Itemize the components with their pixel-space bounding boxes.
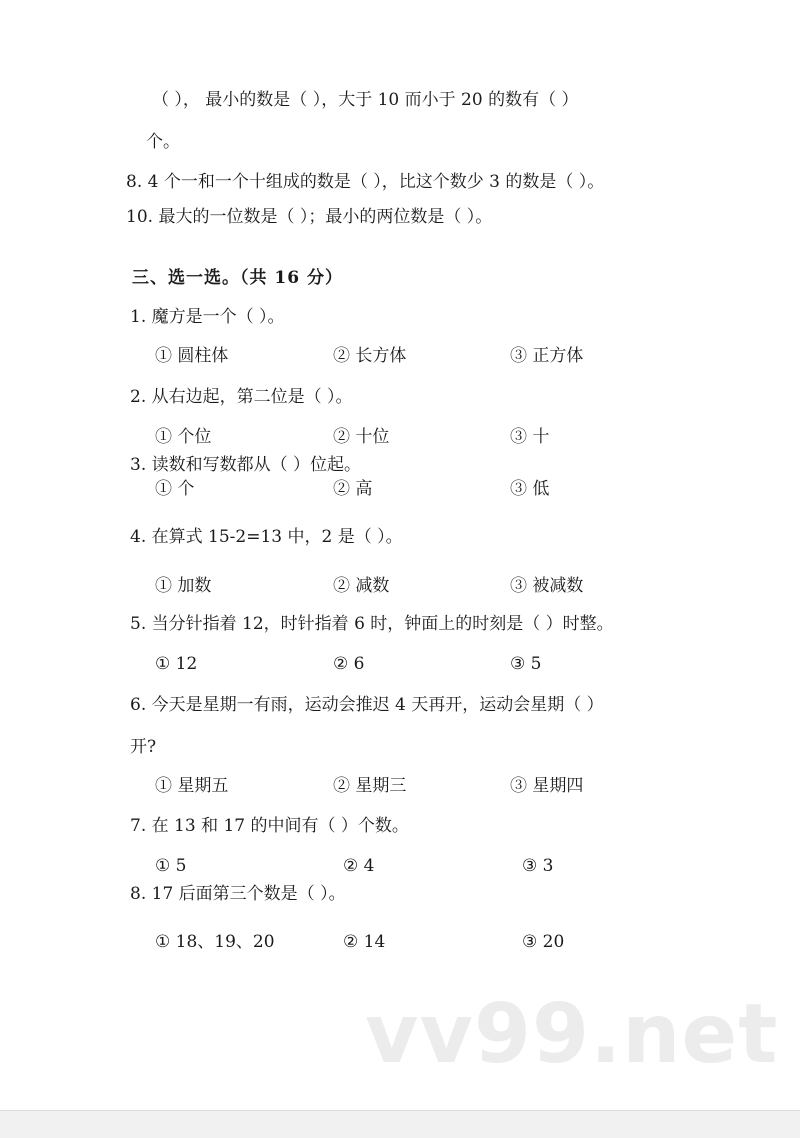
question-3: 3. 读数和写数都从（ ）位起。 [130, 455, 362, 475]
fill-question-10: 10. 最大的一位数是（ ）；最小的两位数是（ ）。 [126, 207, 493, 227]
question-3-option-3: ③ 低 [510, 479, 550, 499]
question-5: 5. 当分针指着 12，时针指着 6 时，钟面上的时刻是（ ）时整。 [130, 614, 614, 634]
question-1: 1. 魔方是一个（ ）。 [130, 307, 285, 327]
question-8: 8. 17 后面第三个数是（ ）。 [130, 884, 346, 904]
question-8-option-3: ③ 20 [522, 932, 565, 952]
question-7-option-2: ② 4 [343, 856, 375, 876]
question-4: 4. 在算式 15-2=13 中，2 是（ ）。 [130, 527, 403, 547]
question-3-option-2: ② 高 [333, 479, 373, 499]
question-1-option-2: ② 长方体 [333, 346, 407, 366]
question-6: 6. 今天是星期一有雨，运动会推迟 4 天再开，运动会星期（ ） [130, 695, 604, 715]
question-6-continuation: 开? [130, 737, 157, 757]
question-4-option-1: ① 加数 [155, 576, 212, 596]
fill-line-2: 个。 [146, 132, 180, 152]
question-6-option-2: ② 星期三 [333, 776, 407, 796]
question-2-option-3: ③ 十 [510, 427, 550, 447]
question-4-option-2: ② 减数 [333, 576, 390, 596]
question-1-option-1: ① 圆柱体 [155, 346, 229, 366]
question-2: 2. 从右边起，第二位是（ ）。 [130, 387, 353, 407]
section-3-title: 三、选一选。（共 16 分） [132, 268, 343, 288]
question-8-option-2: ② 14 [343, 932, 386, 952]
page-bottom-edge [0, 1110, 800, 1138]
question-5-option-3: ③ 5 [510, 654, 542, 674]
question-2-option-2: ② 十位 [333, 427, 390, 447]
question-3-option-1: ① 个 [155, 479, 195, 499]
question-7: 7. 在 13 和 17 的中间有（ ）个数。 [130, 816, 409, 836]
watermark: vv99.net [365, 987, 779, 1082]
question-2-option-1: ① 个位 [155, 427, 212, 447]
fill-question-8: 8. 4 个一和一个十组成的数是（ ），比这个数少 3 的数是（ ）。 [126, 172, 605, 192]
question-6-option-3: ③ 星期四 [510, 776, 584, 796]
question-7-option-1: ① 5 [155, 856, 187, 876]
question-1-option-3: ③ 正方体 [510, 346, 584, 366]
fill-line-1: （ ）， 最小的数是（ ），大于 10 而小于 20 的数有（ ） [152, 90, 579, 110]
question-8-option-1: ① 18、19、20 [155, 932, 275, 952]
question-4-option-3: ③ 被减数 [510, 576, 584, 596]
question-5-option-1: ① 12 [155, 654, 198, 674]
question-5-option-2: ② 6 [333, 654, 365, 674]
question-7-option-3: ③ 3 [522, 856, 554, 876]
question-6-option-1: ① 星期五 [155, 776, 229, 796]
